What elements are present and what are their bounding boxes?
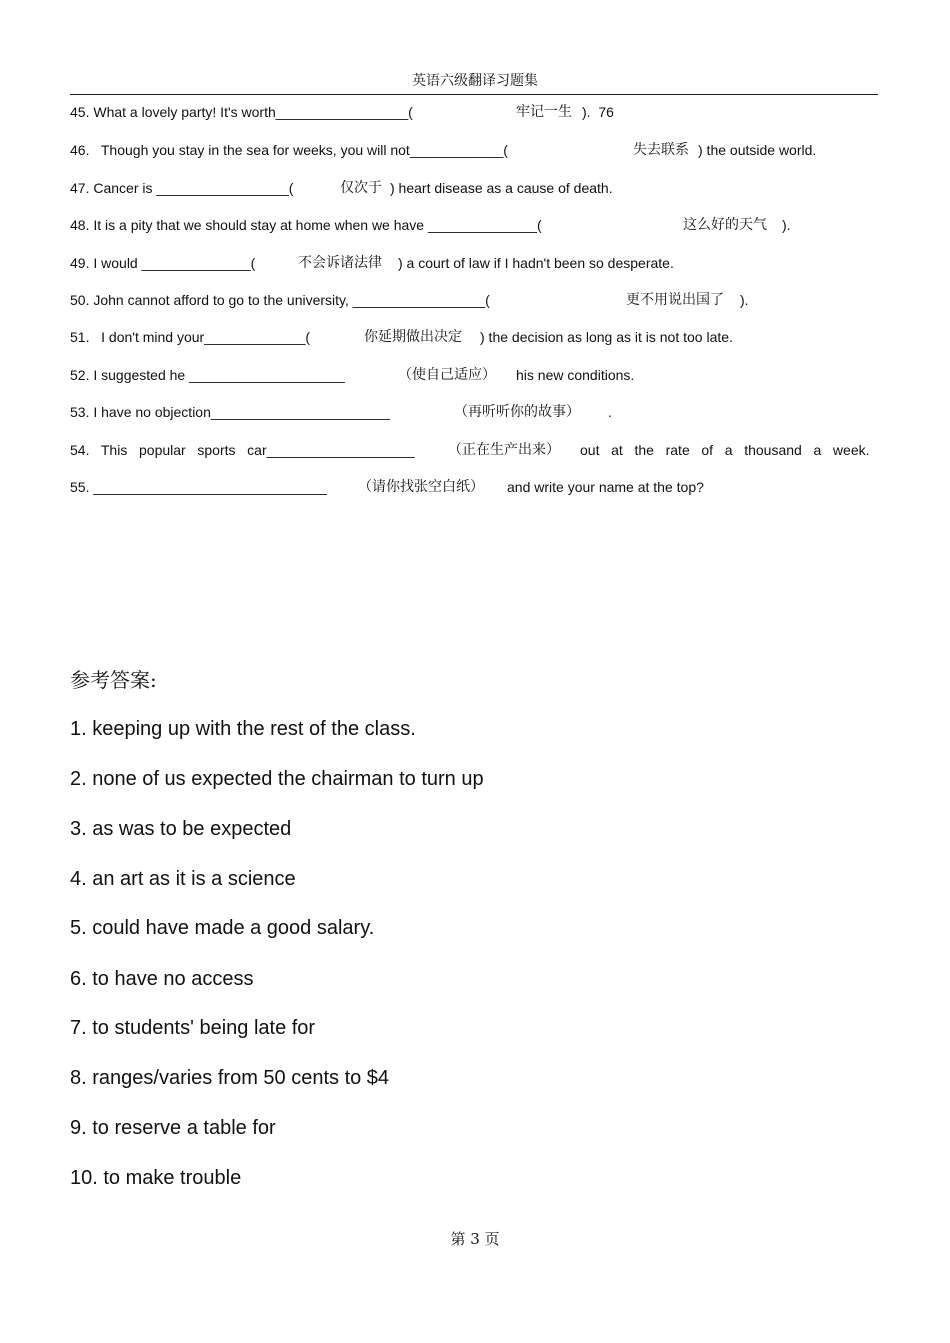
page-number: 第 3 页 <box>450 1230 500 1248</box>
question-hint: （请你找张空白纸） <box>358 479 484 495</box>
question-tail: and write your name at the top? <box>507 479 704 495</box>
question-hint: 仅次于 <box>340 180 382 196</box>
answer-item: 3. as was to be expected <box>70 818 292 840</box>
question-tail: ) the decision as long as it is not too late. <box>480 329 733 345</box>
question-hint: 你延期做出决定 <box>364 329 462 345</box>
question-tail: ). 76 <box>582 104 614 120</box>
question-46 <box>70 140 817 160</box>
question-text: 45. What a lovely party! It's worth_________________( <box>70 104 413 120</box>
question-tail: out at the rate of a thousand a week. <box>580 442 870 458</box>
question-51 <box>70 327 733 347</box>
question-52 <box>70 365 635 385</box>
question-hint: 更不用说出国了 <box>626 292 724 308</box>
answer-item: 1. keeping up with the rest of the class. <box>70 718 416 740</box>
question-tail: ) a court of law if I hadn't been so desperate. <box>398 255 674 271</box>
question-55 <box>70 477 704 497</box>
question-hint: （正在生产出来） <box>448 442 560 458</box>
answer-item: 4. an art as it is a science <box>70 868 296 890</box>
answer-item: 8. ranges/varies from 50 cents to $4 <box>70 1067 390 1089</box>
question-tail: his new conditions. <box>516 367 635 383</box>
question-hint: 这么好的天气 <box>683 217 767 233</box>
answer-item: 5. could have made a good salary. <box>70 917 375 939</box>
question-text: 54. This popular sports car___________________ <box>70 442 415 458</box>
answer-item: 6. to have no access <box>70 968 254 990</box>
question-53 <box>70 402 612 422</box>
question-tail: ) heart disease as a cause of death. <box>390 180 613 196</box>
question-hint: 不会诉诸法律 <box>298 255 382 271</box>
question-hint: （使自己适应） <box>398 367 496 383</box>
question-54 <box>70 440 870 460</box>
answer-item: 9. to reserve a table for <box>70 1117 276 1139</box>
question-hint: 失去联系 <box>633 142 689 158</box>
question-50 <box>70 290 749 310</box>
header-divider <box>70 94 878 95</box>
question-tail: . <box>608 404 612 420</box>
answers-heading: 参考答案: <box>70 668 157 692</box>
question-text: 48. It is a pity that we should stay at home when we have ______________( <box>70 217 542 233</box>
question-47 <box>70 178 613 198</box>
question-text: 52. I suggested he ____________________ <box>70 367 345 383</box>
question-tail: ) the outside world. <box>698 142 817 158</box>
answer-item: 10. to make trouble <box>70 1167 242 1189</box>
question-hint: （再听听你的故事） <box>454 404 580 420</box>
question-45 <box>70 102 614 122</box>
question-tail: ). <box>782 217 791 233</box>
answer-item: 2. none of us expected the chairman to turn up <box>70 768 484 790</box>
question-text: 53. I have no objection_______________________ <box>70 404 390 420</box>
question-text: 49. I would ______________( <box>70 255 256 271</box>
question-48 <box>70 215 791 235</box>
answer-item: 7. to students' being late for <box>70 1017 316 1039</box>
question-49 <box>70 253 674 273</box>
question-hint: 牢记一生 <box>516 104 572 120</box>
question-text: 50. John cannot afford to go to the university, _________________( <box>70 292 490 308</box>
question-text: 46. Though you stay in the sea for weeks, you will not____________( <box>70 142 508 158</box>
question-text: 55. ______________________________ <box>70 479 327 495</box>
question-text: 51. I don't mind your_____________( <box>70 329 311 345</box>
question-text: 47. Cancer is _________________( <box>70 180 294 196</box>
page-header-title: 英语六级翻译习题集 <box>412 73 538 89</box>
question-tail: ). <box>740 292 749 308</box>
